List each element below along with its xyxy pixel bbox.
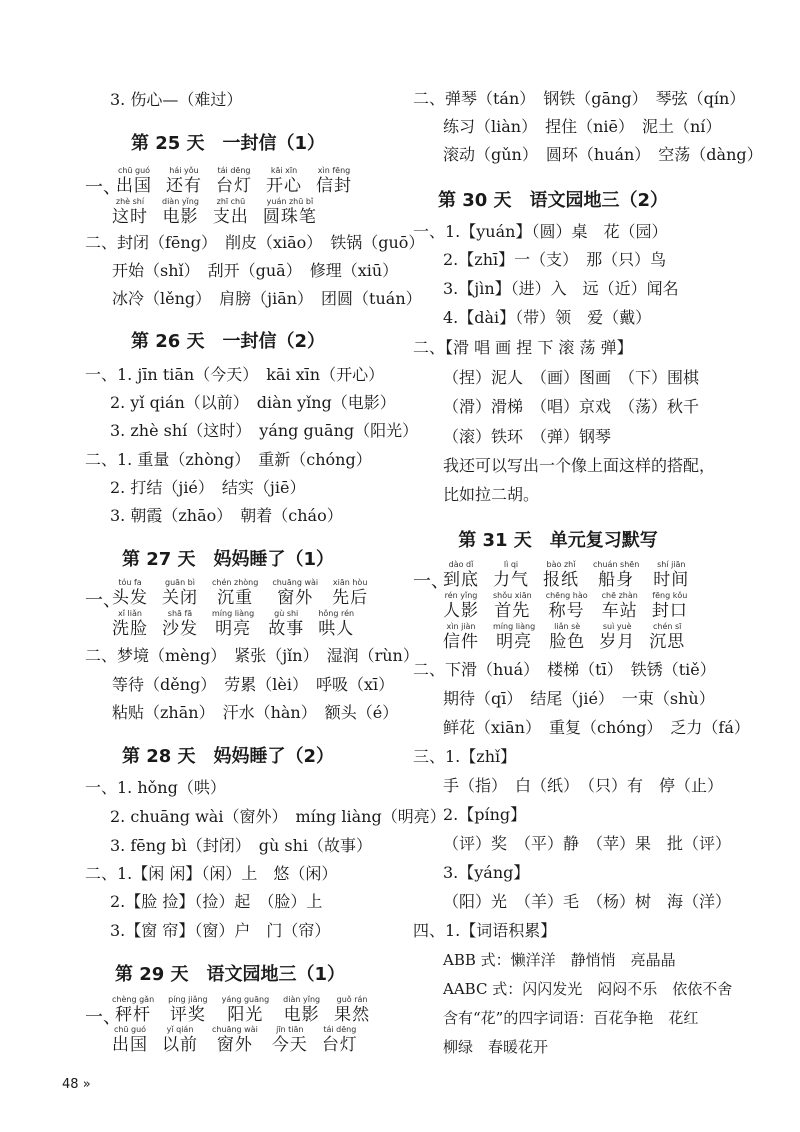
pinyin: bào zhǐ <box>546 560 576 569</box>
section-title-day25: 第 25 天 一封信（1） <box>130 133 326 154</box>
pinyin: gù shi <box>274 609 299 618</box>
pinyin-word <box>493 622 535 652</box>
answer-line: 2. 打结（jié） 结实（jiē） <box>110 478 306 497</box>
answer-line: 期待（qī） 结尾（jié） 一束（shù） <box>443 689 715 708</box>
answer-line: 练习（liàn） 捏住（niē） 泥土（ní） <box>443 117 722 136</box>
pinyin: chū guó <box>113 1025 147 1034</box>
pinyin: fēng kǒu <box>652 591 688 600</box>
hanzi-word: 以前 <box>162 1035 198 1055</box>
pinyin-word <box>283 995 320 1025</box>
pinyin-word <box>166 166 202 196</box>
item-prefix: 一、 <box>413 571 449 592</box>
pinyin: tóu fa <box>118 578 142 587</box>
pinyin: míng liàng <box>493 622 536 631</box>
answer-line: 比如拉二胡。 <box>443 485 540 504</box>
pinyin: hǒng rén <box>318 609 355 618</box>
section-title-day30: 第 30 天 语文园地三（2） <box>437 190 669 211</box>
pinyin-word <box>316 166 352 196</box>
answer-line: 开始（shǐ） 刮开（guā） 修理（xiū） <box>112 261 399 280</box>
pinyin: zhè shí <box>115 197 145 206</box>
hanzi-word: 秤杆 <box>115 1005 152 1025</box>
pinyin: xiān hòu <box>332 578 368 587</box>
pinyin: chē zhàn <box>601 591 638 600</box>
pinyin: jīn tiān <box>276 1025 304 1034</box>
answer-line: （滚）铁环 （弹）钢琴 <box>443 427 612 446</box>
hanzi-word: 到底 <box>443 570 479 590</box>
answer-line: 柳绿 春暖花开 <box>443 1038 549 1056</box>
pinyin: lì qi <box>503 560 519 569</box>
hanzi-word: 关闭 <box>162 588 198 608</box>
pinyin: píng jiǎng <box>168 995 208 1004</box>
pinyin: zhī chū <box>216 197 246 206</box>
pinyin-word <box>116 166 152 196</box>
pinyin-word <box>334 995 370 1025</box>
pinyin: xǐ liǎn <box>118 609 142 618</box>
hanzi-word: 今天 <box>271 1035 308 1055</box>
item-prefix: 一、 <box>85 177 121 198</box>
hanzi-word: 岁月 <box>599 632 636 652</box>
hanzi-word: 台灯 <box>321 1035 358 1055</box>
answer-line: 2.【脸 捡】（捡）起 （脸）上 <box>110 892 323 911</box>
answer-line: 3. fēng bì（封闭） gù shi（故事） <box>110 836 373 855</box>
pinyin-word <box>602 591 638 621</box>
pinyin-word <box>332 578 368 608</box>
section-title-day31: 第 31 天 单元复习默写 <box>458 530 658 551</box>
answer-line: 冰冷（lěng） 肩膀（jiān） 团圆（tuán） <box>112 289 422 308</box>
pinyin: guǒ rán <box>336 995 368 1004</box>
pinyin-word <box>318 609 354 639</box>
pinyin: yáng guāng <box>221 995 270 1004</box>
page-number-value: 48 <box>62 1077 79 1092</box>
pinyin: hái yǒu <box>169 166 199 175</box>
pinyin-word <box>162 578 198 608</box>
pinyin-word <box>162 609 198 639</box>
pinyin-word-row <box>112 1025 372 1055</box>
pinyin-word-row <box>116 166 366 196</box>
answer-line: 等待（děng） 劳累（lèi） 呼吸（xī） <box>112 675 395 694</box>
pinyin-word <box>593 560 639 590</box>
page-mark: » <box>82 1077 91 1092</box>
pinyin: suì yuè <box>602 622 632 631</box>
item-prefix: 一、 <box>85 1007 121 1028</box>
answer-line: 二、梦境（mèng） 紧张（jǐn） 湿润（rùn） <box>85 646 419 665</box>
pinyin: chuāng wài <box>272 578 319 587</box>
hanzi-word: 哄人 <box>318 619 355 639</box>
pinyin-word <box>168 995 208 1025</box>
hanzi-word: 电影 <box>283 1005 320 1025</box>
hanzi-word: 沙发 <box>162 619 198 639</box>
answer-line: 二、1. 重量（zhòng） 重新（chóng） <box>85 450 372 469</box>
hanzi-word: 明亮 <box>496 632 533 652</box>
hanzi-word: 明亮 <box>215 619 252 639</box>
hanzi-word: 人影 <box>443 601 479 621</box>
answer-line: 3. 伤心—（难过） <box>110 90 243 109</box>
pinyin-word <box>543 560 579 590</box>
answer-line: （捏）泥人 （画）图画 （下）围棋 <box>443 368 700 387</box>
hanzi-word: 封口 <box>651 601 688 621</box>
pinyin-word <box>599 622 635 652</box>
answer-line: 一、1. jīn tiān（今天） kāi xīn（开心） <box>85 365 385 384</box>
pinyin: dào dǐ <box>448 560 474 569</box>
pinyin-word <box>546 591 588 621</box>
pinyin-word <box>653 560 689 590</box>
answer-line: 粘贴（zhān） 汗水（hàn） 额头（é） <box>112 703 399 722</box>
hanzi-word: 开心 <box>266 176 302 196</box>
pinyin-word-row <box>112 995 384 1025</box>
pinyin: kāi xīn <box>270 166 298 175</box>
pinyin-word <box>212 1025 258 1055</box>
pinyin-word <box>112 609 148 639</box>
hanzi-word: 出国 <box>112 1035 148 1055</box>
pinyin: shǒu xiān <box>493 591 532 600</box>
pinyin-word <box>322 1025 358 1055</box>
pinyin: chuán shēn <box>593 560 640 569</box>
hanzi-word: 报纸 <box>543 570 579 590</box>
pinyin-word-row <box>443 560 703 590</box>
hanzi-word: 洗脸 <box>112 619 148 639</box>
pinyin: chèng gǎn <box>112 995 155 1004</box>
pinyin: tái dēng <box>217 166 251 175</box>
hanzi-word: 力气 <box>493 570 529 590</box>
answer-line: 含有“花”的四字词语：百花争艳 花红 <box>443 1009 699 1027</box>
pinyin: chēng hào <box>545 591 588 600</box>
pinyin-word <box>272 1025 308 1055</box>
section-title-day27: 第 27 天 妈妈睡了（1） <box>121 549 335 570</box>
hanzi-word: 还有 <box>166 176 202 196</box>
pinyin-word <box>493 591 532 621</box>
pinyin-word <box>443 622 479 652</box>
answer-line: 二、弹琴（tán） 钢铁（gāng） 琴弦（qín） <box>413 89 746 108</box>
hanzi-word: 脸色 <box>549 632 586 652</box>
answer-line: 四、1.【词语积累】 <box>413 921 557 940</box>
answer-line: 二、1.【闲 闲】（闲）上 悠（闲） <box>85 864 338 883</box>
pinyin: shí jiān <box>657 560 686 569</box>
hanzi-word: 窗外 <box>216 1035 253 1055</box>
answer-line: 我还可以写出一个像上面这样的搭配， <box>443 456 716 475</box>
hanzi-word: 果然 <box>334 1005 371 1025</box>
pinyin: liǎn sè <box>554 622 581 631</box>
pinyin: chén zhòng <box>212 578 259 587</box>
pinyin-word <box>493 560 529 590</box>
answer-line: AABC 式：闪闪发光 闷闷不乐 依依不舍 <box>443 980 733 998</box>
answer-line: 三、1.【zhǐ】 <box>413 747 517 766</box>
pinyin-word-row <box>112 609 368 639</box>
answer-line: 二、封闭（fēng） 削皮（xiāo） 铁锅（guō） <box>85 233 425 252</box>
pinyin-word <box>263 197 317 227</box>
answer-line: 3. 朝霞（zhāo） 朝着（cháo） <box>110 506 343 525</box>
pinyin-word <box>112 995 154 1025</box>
pinyin-word <box>272 578 318 608</box>
hanzi-word: 台灯 <box>216 176 252 196</box>
hanzi-word: 阳光 <box>227 1005 264 1025</box>
pinyin: shā fā <box>167 609 193 618</box>
hanzi-word: 船身 <box>598 570 635 590</box>
hanzi-word: 这时 <box>112 207 148 227</box>
answer-line: 二、下滑（huá） 楼梯（tī） 铁锈（tiě） <box>413 660 716 679</box>
item-prefix: 一、 <box>85 590 121 611</box>
pinyin-word <box>216 166 252 196</box>
hanzi-word: 首先 <box>494 601 531 621</box>
pinyin: chū guó <box>117 166 151 175</box>
pinyin-word-row <box>443 591 702 621</box>
answer-line: 3.【jìn】（进）入 远（近）闻名 <box>443 279 679 298</box>
answer-line: 3.【yáng】 <box>443 863 530 882</box>
section-title-day26: 第 26 天 一封信（2） <box>130 331 326 352</box>
answer-line: 3.【窗 帘】（窗）户 门（帘） <box>110 921 331 940</box>
page-number <box>62 1077 91 1092</box>
hanzi-word: 先后 <box>332 588 369 608</box>
section-title-day28: 第 28 天 妈妈睡了（2） <box>121 746 335 767</box>
hanzi-word: 圆珠笔 <box>262 207 317 227</box>
answer-line: 2. chuāng wài（窗外） míng liàng（明亮） <box>110 807 446 826</box>
hanzi-word: 窗外 <box>277 588 314 608</box>
pinyin: diàn yǐng <box>283 995 321 1004</box>
answer-line: 滚动（gǔn） 圆环（huán） 空荡（dàng） <box>443 145 763 164</box>
pinyin: chén sī <box>653 622 682 631</box>
pinyin-word <box>112 578 148 608</box>
pinyin-word <box>222 995 270 1025</box>
pinyin-word <box>212 609 254 639</box>
hanzi-word: 故事 <box>268 619 305 639</box>
pinyin-word <box>162 197 199 227</box>
answer-line: ABB 式：懒洋洋 静悄悄 亮晶晶 <box>443 951 676 969</box>
pinyin-word-row <box>112 197 331 227</box>
pinyin-word <box>443 560 479 590</box>
answer-line: 2.【píng】 <box>443 805 527 824</box>
answer-line: 2.【zhī】一（支） 那（只）鸟 <box>443 250 667 269</box>
pinyin-word <box>213 197 249 227</box>
pinyin-word <box>549 622 585 652</box>
pinyin: tái dēng <box>323 1025 357 1034</box>
pinyin-word <box>443 591 479 621</box>
pinyin: diàn yǐng <box>162 197 199 206</box>
pinyin: xìn jiàn <box>446 622 476 631</box>
pinyin-word <box>649 622 685 652</box>
answer-line: 2. yǐ qián（以前） diàn yǐng（电影） <box>110 393 396 412</box>
hanzi-word: 信件 <box>443 632 479 652</box>
pinyin-word <box>112 197 148 227</box>
answer-line: （阳）光 （羊）毛 （杨）树 海（洋） <box>443 892 732 911</box>
pinyin-word-row <box>112 578 382 608</box>
hanzi-word: 支出 <box>212 207 249 227</box>
pinyin: yuán zhū bǐ <box>266 197 314 206</box>
hanzi-word: 沉重 <box>217 588 254 608</box>
answer-line: 二、【滑 唱 画 捏 下 滚 荡 弹】 <box>413 338 633 357</box>
pinyin: chuāng wài <box>212 1025 258 1034</box>
answer-line: 鲜花（xiān） 重复（chóng） 乏力（fá） <box>443 718 750 737</box>
pinyin: rén yǐng <box>444 591 478 600</box>
hanzi-word: 时间 <box>653 570 690 590</box>
pinyin: guān bì <box>165 578 195 587</box>
hanzi-word: 头发 <box>112 588 148 608</box>
answer-line: 3. zhè shí（这时） yáng guāng（阳光） <box>110 421 419 440</box>
pinyin: yǐ qián <box>166 1025 194 1034</box>
hanzi-word: 车站 <box>601 601 638 621</box>
section-title-day29: 第 29 天 语文园地三（1） <box>114 964 346 985</box>
pinyin-word <box>212 578 258 608</box>
hanzi-word: 沉思 <box>649 632 686 652</box>
hanzi-word: 电影 <box>162 207 199 227</box>
pinyin: xìn fēng <box>317 166 351 175</box>
answer-line: 一、1. hǒng（哄） <box>85 778 226 797</box>
pinyin-word <box>112 1025 148 1055</box>
answer-line: （评）奖 （平）静 （苹）果 批（评） <box>443 834 732 853</box>
answer-line: 4.【dài】（带）领 爱（戴） <box>443 308 652 327</box>
pinyin-word <box>266 166 302 196</box>
hanzi-word: 评奖 <box>169 1005 206 1025</box>
pinyin-word <box>268 609 304 639</box>
pinyin-word <box>162 1025 198 1055</box>
hanzi-word: 信封 <box>316 176 352 196</box>
pinyin-word <box>652 591 688 621</box>
answer-line: 一、1.【yuán】（圆）桌 花（园） <box>413 222 668 241</box>
hanzi-word: 出国 <box>116 176 152 196</box>
answer-line: 手（指） 白（纸） （只）有 停（止） <box>443 776 724 795</box>
answer-line: （滑）滑梯 （唱）京戏 （荡）秋千 <box>443 397 700 416</box>
pinyin-word-row <box>443 622 699 652</box>
hanzi-word: 称号 <box>548 601 585 621</box>
pinyin: míng liàng <box>212 609 255 618</box>
